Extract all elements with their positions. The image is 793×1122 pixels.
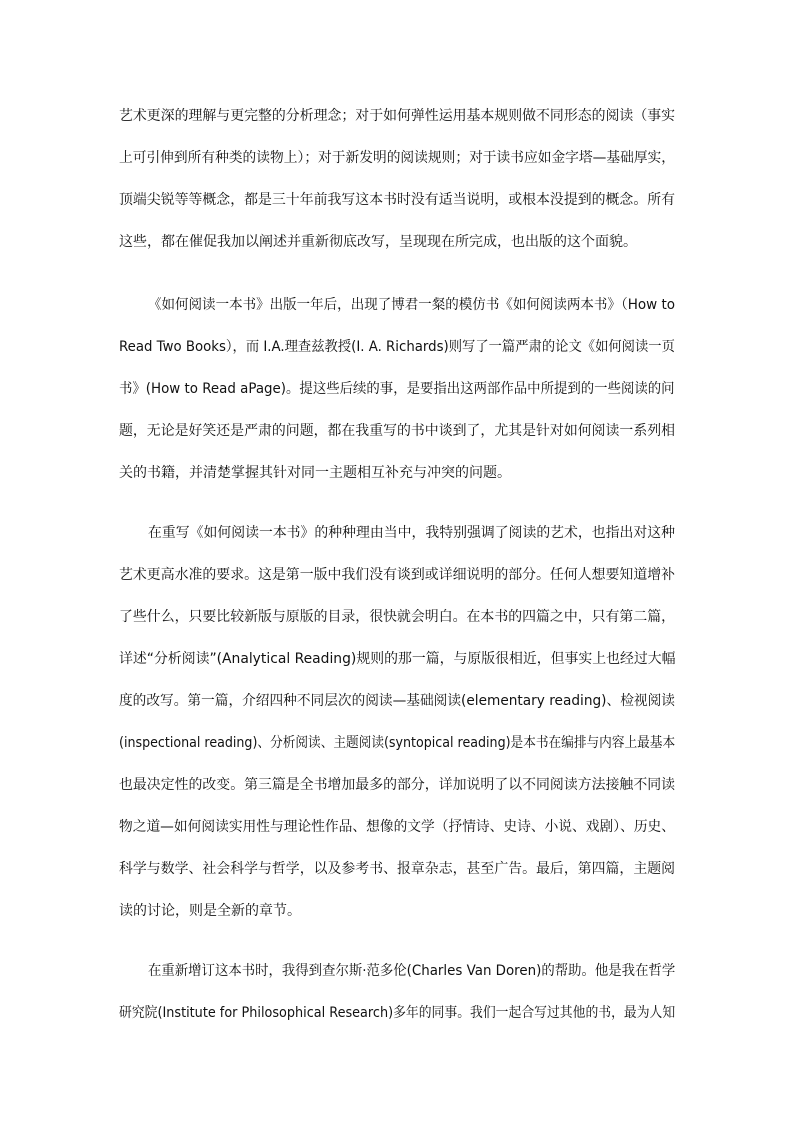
paragraph-line: 科学与数学、社会科学与哲学，以及参考书、报章杂志，甚至广告。最后，第四篇，主题阅	[119, 861, 676, 877]
paragraph-line: 关的书籍，并清楚掌握其针对同一主题相互补充与冲突的问题。	[119, 465, 511, 481]
paragraph-line: (inspectional reading)、分析阅读、主题阅读(syntopical reading)是本书在编排与内容上最基本	[119, 735, 676, 751]
paragraph-line: 艺术更高水准的要求。这是第一版中我们没有谈到或详细说明的部分。任何人想要知道增补	[119, 567, 676, 583]
paragraph-line: 这些，都在催促我加以阐述并重新彻底改写，呈现现在所完成，也出版的这个面貌。	[119, 234, 637, 250]
paragraph-line: 顶端尖锐等等概念，都是三十年前我写这本书时没有适当说明，或根本没提到的概念。所有	[119, 192, 676, 208]
paragraph-line: 读的讨论，则是全新的章节。	[119, 903, 301, 919]
paragraph-line: 度的改写。第一篇，介绍四种不同层次的阅读—基础阅读(elementary reading)、检视阅读	[119, 693, 675, 709]
paragraph-line: 在重新增订这本书时，我得到查尔斯·范多伦(Charles Van Doren)的帮助。他是我在哲学	[148, 963, 676, 979]
paragraph-line: 《如何阅读一本书》出版一年后，出现了博君一粲的模仿书《如何阅读两本书》（How to	[148, 297, 676, 313]
paragraph-line: 研究院(Institute for Philosophical Research)多年的同事。我们一起合写过其他的书，最为人知	[119, 1005, 676, 1021]
paragraph-line: 了些什么，只要比较新版与原版的目录，很快就会明白。在本书的四篇之中，只有第二篇，	[119, 609, 676, 625]
paragraph-line: 也最决定性的改变。第三篇是全书增加最多的部分，详加说明了以不同阅读方法接触不同读	[119, 777, 676, 793]
paragraph-line: 详述“分析阅读”(Analytical Reading)规则的那一篇，与原版很相近，但事实上也经过大幅	[119, 651, 676, 667]
paragraph-line: 上可引伸到所有种类的读物上）；对于新发明的阅读规则；对于读书应如金字塔—基础厚实，	[119, 150, 676, 166]
paragraph-line: 题，无论是好笑还是严肃的问题，都在我重写的书中谈到了，尤其是针对如何阅读一系列相	[119, 423, 676, 439]
paragraph-line: 在重写《如何阅读一本书》的种种理由当中，我特别强调了阅读的艺术，也指出对这种	[148, 525, 675, 541]
paragraph-line: 书》(How to Read aPage)。提这些后续的事，是要指出这两部作品中所提到的一些阅读的问	[119, 381, 675, 397]
paragraph-line: 艺术更深的理解与更完整的分析理念；对于如何弹性运用基本规则做不同形态的阅读（事实	[119, 108, 676, 124]
paragraph-line: Read Two Books），而 I.A.理查兹教授(I. A. Richards)则写了一篇严肃的论文《如何阅读一页	[119, 339, 675, 355]
paragraph-line: 物之道—如何阅读实用性与理论性作品、想像的文学（抒情诗、史诗、小说、戏剧）、历史、	[119, 819, 676, 835]
